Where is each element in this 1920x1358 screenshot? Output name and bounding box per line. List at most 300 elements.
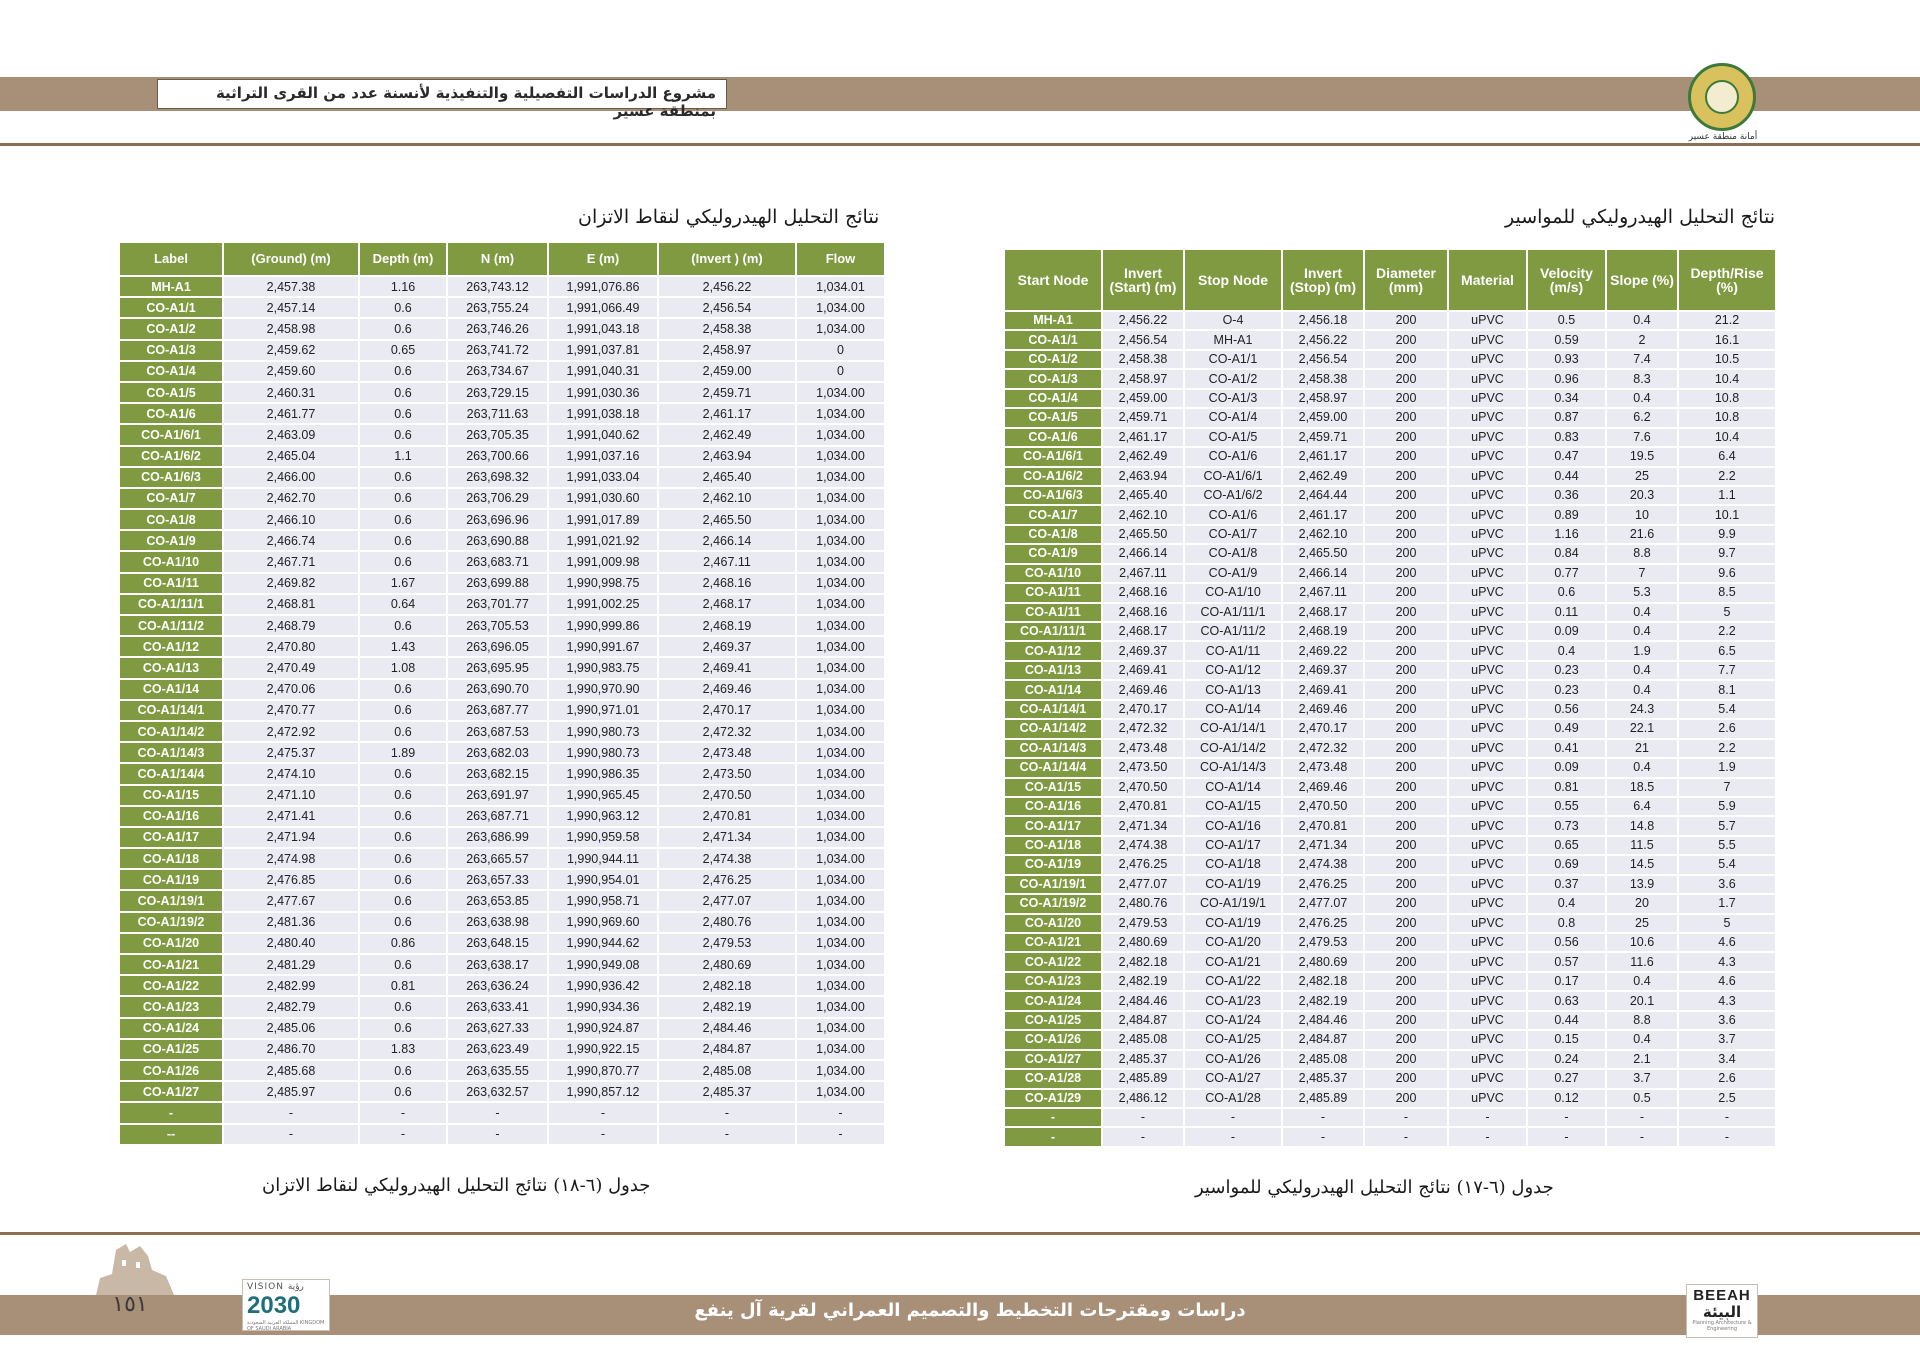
table-cell: 11.5	[1607, 837, 1677, 854]
row-label-cell: CO-A1/6/3	[1005, 487, 1101, 504]
table-cell: 0.6	[360, 531, 446, 550]
table-cell: 263,696.96	[448, 510, 547, 529]
table-cell: 1,034.00	[797, 637, 884, 656]
table-cell: 2,463.94	[659, 447, 795, 466]
table-row	[120, 828, 884, 847]
table-cell: 2,456.22	[1103, 312, 1183, 329]
table-cell: 0.64	[360, 595, 446, 614]
table-cell: 0.96	[1528, 370, 1605, 387]
table-cell: 2,466.14	[1283, 565, 1363, 582]
table-cell: 2,466.00	[224, 468, 358, 487]
table-row	[1005, 798, 1775, 815]
table-cell: 263,705.35	[448, 425, 547, 444]
table-row	[1005, 604, 1775, 621]
table-cell: 2,458.97	[1103, 370, 1183, 387]
table-cell: 2,459.00	[1283, 409, 1363, 426]
row-label-cell: CO-A1/27	[1005, 1051, 1101, 1068]
table-cell: CO-A1/1	[1185, 351, 1281, 368]
table-cell: CO-A1/19	[1185, 876, 1281, 893]
table-cell: MH-A1	[1185, 331, 1281, 348]
table-cell: 200	[1365, 953, 1447, 970]
table-cell: CO-A1/11/1	[1185, 604, 1281, 621]
table-cell: 263,734.67	[448, 362, 547, 381]
table-cell: 2,480.69	[1103, 934, 1183, 951]
table-cell: -	[1185, 1109, 1281, 1126]
table-cell: 1,034.00	[797, 891, 884, 910]
table-cell: 2,470.80	[224, 637, 358, 656]
table-cell: 200	[1365, 759, 1447, 776]
row-label-cell: CO-A1/4	[120, 362, 222, 381]
table-cell: 2,469.41	[659, 658, 795, 677]
table-cell: 1,990,969.60	[549, 913, 657, 932]
row-label-cell: CO-A1/24	[1005, 992, 1101, 1009]
column-header: (Ground) (m)	[224, 243, 358, 275]
column-header: Material	[1449, 250, 1526, 310]
table-cell: 0.8	[1528, 915, 1605, 932]
table-cell: 1,034.00	[797, 786, 884, 805]
table-cell: 11.6	[1607, 953, 1677, 970]
row-label-cell: CO-A1/12	[1005, 642, 1101, 659]
table-cell: -	[1607, 1109, 1677, 1126]
vision-subtitle: المملكة العربية السعودية KINGDOM OF SAUDI ARABIA	[247, 1320, 325, 1332]
row-label-cell: CO-A1/21	[1005, 934, 1101, 951]
table-cell: 5.3	[1607, 584, 1677, 601]
table-cell: 263,698.32	[448, 468, 547, 487]
table-cell: 200	[1365, 623, 1447, 640]
table-cell: 2,466.74	[224, 531, 358, 550]
table-cell: 0.63	[1528, 992, 1605, 1009]
beeah-subtitle: Planning Architecture & Engineering	[1692, 1320, 1752, 1332]
row-label-cell: CO-A1/5	[1005, 409, 1101, 426]
table-cell: 1,991,021.92	[549, 531, 657, 550]
table-cell: 2,470.81	[1103, 798, 1183, 815]
table-cell: 5	[1679, 915, 1775, 932]
table-cell: 1,034.00	[797, 552, 884, 571]
table-cell: 25	[1607, 915, 1677, 932]
column-header: Flow	[797, 243, 884, 275]
table-cell: 0.11	[1528, 604, 1605, 621]
beeah-arabic: البيئة	[1702, 1303, 1742, 1321]
table-cell: 2,477.07	[1103, 876, 1183, 893]
table-cell: 0.27	[1528, 1070, 1605, 1087]
table-cell: CO-A1/19	[1185, 915, 1281, 932]
table-cell: 0.36	[1528, 487, 1605, 504]
table-cell: 2.2	[1679, 740, 1775, 757]
table-cell: CO-A1/14	[1185, 779, 1281, 796]
municipality-logo	[1688, 63, 1756, 131]
table-cell: 0	[797, 341, 884, 360]
table-cell: 1,034.00	[797, 1061, 884, 1080]
table-cell: 7.6	[1607, 429, 1677, 446]
pipes-hydraulic-table	[1003, 248, 1777, 1148]
table-cell: 2,470.81	[659, 807, 795, 826]
table-cell: 1,991,017.89	[549, 510, 657, 529]
table-cell: 0.4	[1607, 390, 1677, 407]
table-cell: 200	[1365, 390, 1447, 407]
table-cell: 2,459.60	[224, 362, 358, 381]
table-cell: 2,466.14	[1103, 545, 1183, 562]
table-cell: uPVC	[1449, 506, 1526, 523]
row-label-cell: CO-A1/6/2	[1005, 468, 1101, 485]
table-cell: CO-A1/9	[1185, 565, 1281, 582]
table-cell: 1,990,936.42	[549, 976, 657, 995]
table-cell: 1,034.00	[797, 658, 884, 677]
table-cell: 2,476.25	[1283, 915, 1363, 932]
table-cell: 2,470.49	[224, 658, 358, 677]
table-cell: 200	[1365, 895, 1447, 912]
table-cell: 263,687.71	[448, 807, 547, 826]
table-cell: 2,484.46	[659, 1019, 795, 1038]
table-cell: 0.09	[1528, 759, 1605, 776]
table-cell: CO-A1/12	[1185, 662, 1281, 679]
table-cell: 2,485.37	[1103, 1051, 1183, 1068]
table-cell: 0.6	[360, 764, 446, 783]
row-label-cell: CO-A1/24	[120, 1019, 222, 1038]
table-row	[120, 1125, 884, 1144]
table-cell: 263,690.88	[448, 531, 547, 550]
table-cell: 2,473.50	[1103, 759, 1183, 776]
table-cell: 2,468.81	[224, 595, 358, 614]
table-cell: 1.1	[360, 447, 446, 466]
table-cell: uPVC	[1449, 759, 1526, 776]
table-cell: 0.6	[360, 913, 446, 932]
row-label-cell: CO-A1/26	[1005, 1031, 1101, 1048]
row-label-cell: CO-A1/18	[120, 849, 222, 868]
table-cell: 263,682.03	[448, 743, 547, 762]
row-label-cell: CO-A1/11/2	[120, 616, 222, 635]
table-cell: 1.89	[360, 743, 446, 762]
table-row	[1005, 837, 1775, 854]
table-cell: 2,469.46	[659, 680, 795, 699]
table-cell: 0.5	[1528, 312, 1605, 329]
table-cell: 3.7	[1607, 1070, 1677, 1087]
table-cell: 2,482.19	[659, 997, 795, 1016]
table-cell: 16.1	[1679, 331, 1775, 348]
table-row	[1005, 973, 1775, 990]
table-cell: 200	[1365, 876, 1447, 893]
table-cell: 1,991,033.04	[549, 468, 657, 487]
table-cell: 10.4	[1679, 429, 1775, 446]
table-cell: 5	[1679, 604, 1775, 621]
table-cell: 200	[1365, 740, 1447, 757]
table-row	[1005, 429, 1775, 446]
table-cell: 0.59	[1528, 331, 1605, 348]
table-cell: CO-A1/25	[1185, 1031, 1281, 1048]
table-cell: 0.49	[1528, 720, 1605, 737]
table-cell: CO-A1/14/2	[1185, 740, 1281, 757]
table-row	[120, 1103, 884, 1122]
table-cell: 263,682.15	[448, 764, 547, 783]
table-cell: 1,034.00	[797, 425, 884, 444]
table-cell: uPVC	[1449, 370, 1526, 387]
table-cell: 1.67	[360, 574, 446, 593]
table-cell: CO-A1/22	[1185, 973, 1281, 990]
table-cell: CO-A1/6	[1185, 506, 1281, 523]
table-row	[1005, 1031, 1775, 1048]
table-row	[1005, 701, 1775, 718]
table-cell: 2,482.19	[1283, 992, 1363, 1009]
table-cell: 2,456.54	[659, 298, 795, 317]
table-cell: 0.84	[1528, 545, 1605, 562]
table-cell: 2,470.81	[1283, 817, 1363, 834]
row-label-cell: CO-A1/26	[120, 1061, 222, 1080]
table-row	[120, 574, 884, 593]
table-cell: 1,990,949.08	[549, 955, 657, 974]
table-cell: 200	[1365, 662, 1447, 679]
logo-emblem-icon	[1705, 80, 1739, 114]
row-label-cell: CO-A1/2	[120, 319, 222, 338]
table-cell: 200	[1365, 312, 1447, 329]
table-cell: CO-A1/2	[1185, 370, 1281, 387]
row-label-cell: CO-A1/15	[1005, 779, 1101, 796]
table-row	[1005, 565, 1775, 582]
table-cell: 1,990,963.12	[549, 807, 657, 826]
table-cell: 1,034.00	[797, 870, 884, 889]
row-label-cell: CO-A1/16	[120, 807, 222, 826]
table-cell: -	[797, 1103, 884, 1122]
table-cell: 2,458.38	[659, 319, 795, 338]
table-cell: 2,474.38	[659, 849, 795, 868]
table-cell: 2,462.10	[659, 489, 795, 508]
table-cell: 1,034.00	[797, 404, 884, 423]
table-cell: uPVC	[1449, 565, 1526, 582]
table-cell: CO-A1/14/3	[1185, 759, 1281, 776]
table-cell: 0.56	[1528, 701, 1605, 718]
table-cell: 2,470.50	[1103, 779, 1183, 796]
table-cell: CO-A1/7	[1185, 526, 1281, 543]
table-cell: 0.73	[1528, 817, 1605, 834]
beeah-logo	[1686, 1284, 1758, 1338]
table-cell: 2,458.38	[1103, 351, 1183, 368]
table-cell: 200	[1365, 506, 1447, 523]
table-cell: CO-A1/14/1	[1185, 720, 1281, 737]
table-cell: 2,476.25	[1283, 876, 1363, 893]
row-label-cell: CO-A1/4	[1005, 390, 1101, 407]
table-cell: 1,034.00	[797, 595, 884, 614]
table-cell: 2,473.48	[1283, 759, 1363, 776]
table-cell: 1,990,971.01	[549, 701, 657, 720]
table-cell: 2,467.11	[1283, 584, 1363, 601]
table-cell: 263,695.95	[448, 658, 547, 677]
table-cell: uPVC	[1449, 681, 1526, 698]
table-cell: 5.4	[1679, 856, 1775, 873]
row-label-cell: CO-A1/14/3	[120, 743, 222, 762]
table-cell: 2,472.32	[1283, 740, 1363, 757]
table-cell: 7	[1679, 779, 1775, 796]
row-label-cell: CO-A1/8	[1005, 526, 1101, 543]
table-row	[120, 997, 884, 1016]
vision-label: VISION رؤية	[247, 1282, 304, 1292]
table-cell: 2,473.48	[1103, 740, 1183, 757]
table-cell: 0.37	[1528, 876, 1605, 893]
table-cell: 2,485.08	[1103, 1031, 1183, 1048]
table-cell: 2,471.94	[224, 828, 358, 847]
table-cell: 1,034.00	[797, 934, 884, 953]
row-label-cell: CO-A1/14/1	[1005, 701, 1101, 718]
table-row	[1005, 1070, 1775, 1087]
row-label-cell: CO-A1/17	[120, 828, 222, 847]
table-row	[120, 849, 884, 868]
table-row	[1005, 662, 1775, 679]
table-cell: 263,741.72	[448, 341, 547, 360]
table-cell: uPVC	[1449, 1012, 1526, 1029]
left-section-title: نتائج التحليل الهيدروليكي لنقاط الاتزان	[578, 206, 880, 228]
table-cell: 1,034.00	[797, 383, 884, 402]
table-cell: 2,469.37	[1283, 662, 1363, 679]
table-cell: 19.5	[1607, 448, 1677, 465]
table-cell: uPVC	[1449, 642, 1526, 659]
table-cell: 2,463.09	[224, 425, 358, 444]
table-cell: 0.41	[1528, 740, 1605, 757]
table-cell: 1,990,924.87	[549, 1019, 657, 1038]
row-label-cell: CO-A1/5	[120, 383, 222, 402]
table-cell: 1,990,999.86	[549, 616, 657, 635]
table-cell: -	[224, 1125, 358, 1144]
table-cell: 2,467.11	[1103, 565, 1183, 582]
table-cell: 1,990,980.73	[549, 743, 657, 762]
table-cell: 2,467.71	[224, 552, 358, 571]
table-cell: 1,034.00	[797, 849, 884, 868]
table-cell: 5.9	[1679, 798, 1775, 815]
table-cell: 2,468.16	[1103, 604, 1183, 621]
table-row	[120, 870, 884, 889]
table-cell: 1,034.00	[797, 913, 884, 932]
table-cell: 10.8	[1679, 390, 1775, 407]
table-cell: CO-A1/3	[1185, 390, 1281, 407]
table-cell: CO-A1/26	[1185, 1051, 1281, 1068]
table-cell: 1,990,954.01	[549, 870, 657, 889]
table-cell: 200	[1365, 526, 1447, 543]
table-cell: 2,467.11	[659, 552, 795, 571]
table-cell: 2,485.08	[659, 1061, 795, 1080]
row-label-cell: CO-A1/15	[120, 786, 222, 805]
table-cell: uPVC	[1449, 1031, 1526, 1048]
table-cell: 0.09	[1528, 623, 1605, 640]
table-row	[1005, 390, 1775, 407]
table-cell: 1,991,002.25	[549, 595, 657, 614]
vision-2030-logo	[242, 1279, 330, 1331]
row-label-cell: CO-A1/9	[120, 531, 222, 550]
table-cell: CO-A1/17	[1185, 837, 1281, 854]
table-cell: 2,481.36	[224, 913, 358, 932]
table-cell: 4.6	[1679, 973, 1775, 990]
row-label-cell: CO-A1/25	[1005, 1012, 1101, 1029]
table-cell: 10.5	[1679, 351, 1775, 368]
table-row	[1005, 1012, 1775, 1029]
beeah-english: BEEAH	[1693, 1287, 1751, 1304]
table-cell: 200	[1365, 779, 1447, 796]
header-divider	[0, 143, 1920, 146]
table-cell: -	[360, 1125, 446, 1144]
table-cell: 2,470.06	[224, 680, 358, 699]
row-label-cell: CO-A1/29	[1005, 1090, 1101, 1107]
table-cell: 2,479.53	[1103, 915, 1183, 932]
table-cell: uPVC	[1449, 1070, 1526, 1087]
table-cell: 2,471.34	[1283, 837, 1363, 854]
table-cell: 0.4	[1607, 312, 1677, 329]
table-cell: 200	[1365, 1051, 1447, 1068]
table-cell: 0.6	[1528, 584, 1605, 601]
table-cell: 2,476.85	[224, 870, 358, 889]
table-cell: uPVC	[1449, 312, 1526, 329]
table-cell: 0.65	[1528, 837, 1605, 854]
row-label-cell: CO-A1/11	[1005, 584, 1101, 601]
table-row	[120, 552, 884, 571]
table-cell: 2,473.48	[659, 743, 795, 762]
table-cell: 200	[1365, 409, 1447, 426]
row-label-cell: CO-A1/12	[120, 637, 222, 656]
table-cell: 4.3	[1679, 992, 1775, 1009]
table-cell: uPVC	[1449, 953, 1526, 970]
table-cell: -	[1185, 1128, 1281, 1145]
row-label-cell: CO-A1/25	[120, 1040, 222, 1059]
table-cell: 1,034.01	[797, 277, 884, 296]
table-cell: 2,480.69	[659, 955, 795, 974]
row-label-cell: CO-A1/14	[120, 680, 222, 699]
table-row	[120, 955, 884, 974]
table-cell: 2,468.79	[224, 616, 358, 635]
table-cell: 2,458.38	[1283, 370, 1363, 387]
table-cell: 2,474.38	[1283, 856, 1363, 873]
table-cell: 1,990,959.58	[549, 828, 657, 847]
table-cell: 2,471.41	[224, 807, 358, 826]
table-cell: 1,034.00	[797, 1019, 884, 1038]
table-cell: uPVC	[1449, 740, 1526, 757]
table-cell: CO-A1/23	[1185, 992, 1281, 1009]
table-cell: 2,466.14	[659, 531, 795, 550]
table-cell: 2.6	[1679, 1070, 1775, 1087]
table-row	[120, 404, 884, 423]
table-cell: 200	[1365, 1090, 1447, 1107]
table-cell: 2,471.34	[1103, 817, 1183, 834]
table-cell: 263,711.63	[448, 404, 547, 423]
page-number: ١٥١	[112, 1292, 148, 1317]
table-cell: 2,482.19	[1103, 973, 1183, 990]
table-cell: 1,991,030.60	[549, 489, 657, 508]
table-cell: 7.4	[1607, 351, 1677, 368]
table-cell: 10.1	[1679, 506, 1775, 523]
row-label-cell: CO-A1/11	[120, 574, 222, 593]
table-cell: 200	[1365, 1012, 1447, 1029]
table-cell: 2,456.54	[1283, 351, 1363, 368]
column-header: Invert (Stop) (m)	[1283, 250, 1363, 310]
table-cell: 2,477.07	[659, 891, 795, 910]
table-cell: 2,486.70	[224, 1040, 358, 1059]
table-cell: 0.93	[1528, 351, 1605, 368]
table-cell: 0.57	[1528, 953, 1605, 970]
table-row	[1005, 915, 1775, 932]
table-cell: 1,034.00	[797, 722, 884, 741]
table-cell: 2,468.19	[659, 616, 795, 635]
table-cell: 3.4	[1679, 1051, 1775, 1068]
table-cell: uPVC	[1449, 895, 1526, 912]
footer-divider	[0, 1232, 1920, 1235]
column-header: Depth/Rise (%)	[1679, 250, 1775, 310]
table-cell: 200	[1365, 1070, 1447, 1087]
table-row	[1005, 312, 1775, 329]
table-cell: 2,479.53	[1283, 934, 1363, 951]
table-cell: 2,473.50	[659, 764, 795, 783]
table-cell: 2,456.54	[1103, 331, 1183, 348]
table-cell: 1,990,857.12	[549, 1082, 657, 1101]
table-row	[120, 722, 884, 741]
table-cell: 24.3	[1607, 701, 1677, 718]
table-row	[120, 341, 884, 360]
row-label-cell: CO-A1/23	[120, 997, 222, 1016]
table-cell: 2,461.77	[224, 404, 358, 423]
table-cell: 2,477.07	[1283, 895, 1363, 912]
table-cell: 2,480.69	[1283, 953, 1363, 970]
